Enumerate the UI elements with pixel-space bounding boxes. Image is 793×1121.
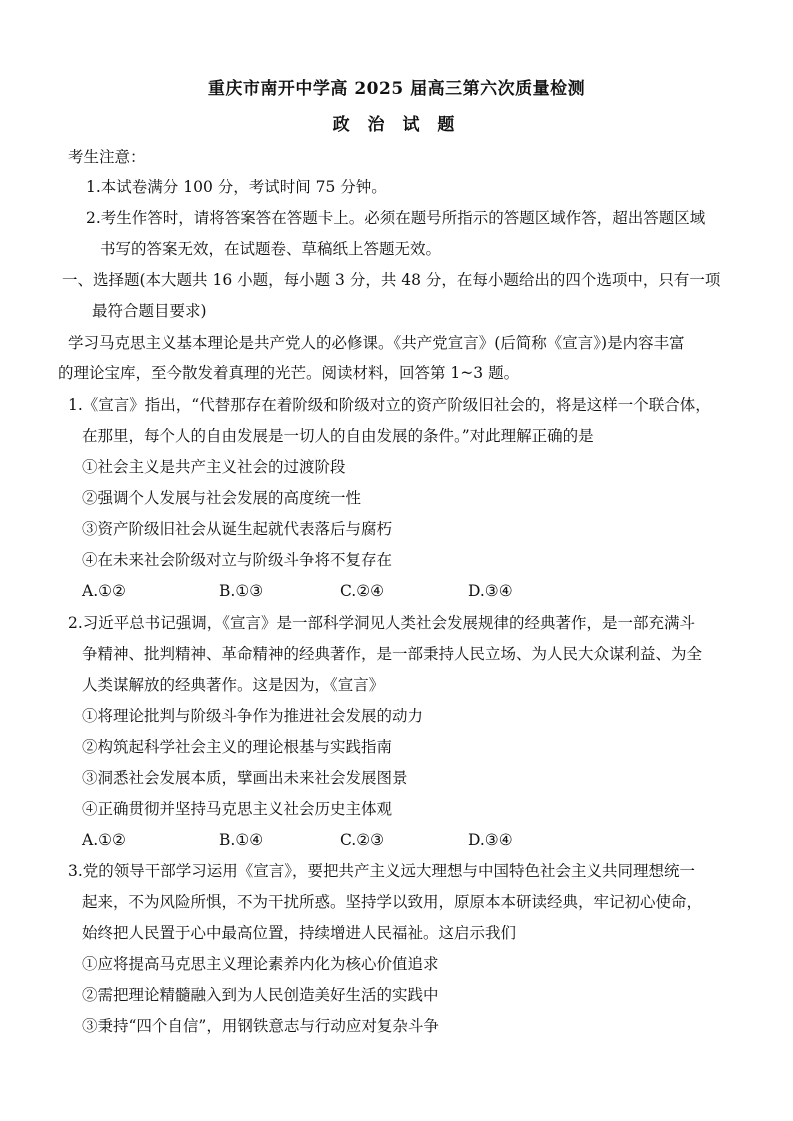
q1-option-b[interactable]: B.①③	[219, 582, 264, 600]
q2-statement-4: ④正确贯彻并坚持马克思主义社会历史主体观	[82, 800, 393, 818]
q1-statement-1: ①社会主义是共产主义社会的过渡阶段	[82, 458, 346, 476]
q1-statement-4: ④在未来社会阶级对立与阶级斗争将不复存在	[82, 551, 393, 569]
q2-option-d[interactable]: D.③④	[468, 831, 513, 849]
q1-stem-line-2: 在那里，每个人的自由发展是一切人的自由发展的条件。”对此理解正确的是	[82, 427, 594, 445]
q3-stem-line-1: 3.党的领导干部学习运用《宣言》，要把共产主义远大理想与中国特色社会主义共同理想统一	[68, 862, 696, 880]
q2-option-a[interactable]: A.①②	[82, 831, 126, 849]
q3-stem-line-3: 始终把人民置于心中最高位置，持续增进人民福祉。这启示我们	[82, 924, 517, 942]
q2-option-c[interactable]: C.②③	[340, 831, 385, 849]
q2-statement-3: ③洞悉社会发展本质，擘画出未来社会发展图景	[82, 769, 408, 787]
notice-item-2-line-2: 书写的答案无效，在试题卷、草稿纸上答题无效。	[100, 240, 442, 258]
exam-subject-title: 政 治 试 题	[332, 115, 461, 135]
q2-stem-line-2: 争精神、批判精神、革命精神的经典著作，是一部秉持人民立场、为人民大众谋利益、为全	[82, 645, 703, 663]
q2-stem-line-3: 人类谋解放的经典著作。这是因为，《宣言》	[82, 676, 385, 694]
intro-line-1: 学习马克思主义基本理论是共产党人的必修课。《共产党宣言》(后简称《宣言》)是内容丰富	[68, 334, 685, 352]
q1-statement-2: ②强调个人发展与社会发展的高度统一性	[82, 489, 362, 507]
exam-title: 重庆市南开中学高 2025 届高三第六次质量检测	[207, 79, 586, 99]
q2-options	[82, 830, 532, 850]
q1-stem-line-1: 1.《宣言》指出，“代替那存在着阶级和阶级对立的资产阶级旧社会的，将是这样一个联合体，	[68, 396, 711, 414]
q1-option-a[interactable]: A.①②	[82, 582, 126, 600]
q3-statement-3: ③秉持“四个自信”，用钢铁意志与行动应对复杂斗争	[82, 1017, 439, 1035]
q2-statement-1: ①将理论批判与阶级斗争作为推进社会发展的动力	[82, 707, 424, 725]
q2-stem-line-1: 2.习近平总书记强调，《宣言》是一部科学洞见人类社会发展规律的经典著作，是一部充满斗	[68, 614, 696, 632]
intro-line-2: 的理论宝库，至今散发着真理的光芒。阅读材料，回答第 1~3 题。	[58, 364, 520, 382]
notice-item-2-line-1: 2.考生作答时，请将答案答在答题卡上。必须在题号所指示的答题区域作答，超出答题区域	[86, 209, 706, 227]
section-heading-line-2: 最符合题目要求)	[92, 302, 207, 320]
q1-statement-3: ③资产阶级旧社会从诞生起就代表落后与腐朽	[82, 520, 393, 538]
notice-heading: 考生注意：	[68, 148, 146, 166]
q3-statement-1: ①应将提高马克思主义理论素养内化为核心价值追求	[82, 955, 439, 973]
q2-option-b[interactable]: B.①④	[219, 831, 264, 849]
q3-statement-2: ②需把理论精髓融入到为人民创造美好生活的实践中	[82, 986, 439, 1004]
q1-option-d[interactable]: D.③④	[468, 582, 513, 600]
q1-option-c[interactable]: C.②④	[340, 582, 385, 600]
q3-stem-line-2: 起来，不为风险所惧，不为干扰所惑。坚持学以致用，原原本本研读经典，牢记初心使命，	[82, 893, 703, 911]
section-heading-line-1: 一、选择题(本大题共 16 小题，每小题 3 分，共 48 分，在每小题给出的四个选项中，只有一项	[62, 271, 721, 289]
q2-statement-2: ②构筑起科学社会主义的理论根基与实践指南	[82, 738, 393, 756]
notice-item-1: 1.本试卷满分 100 分，考试时间 75 分钟。	[86, 178, 387, 196]
q1-options	[82, 581, 532, 601]
